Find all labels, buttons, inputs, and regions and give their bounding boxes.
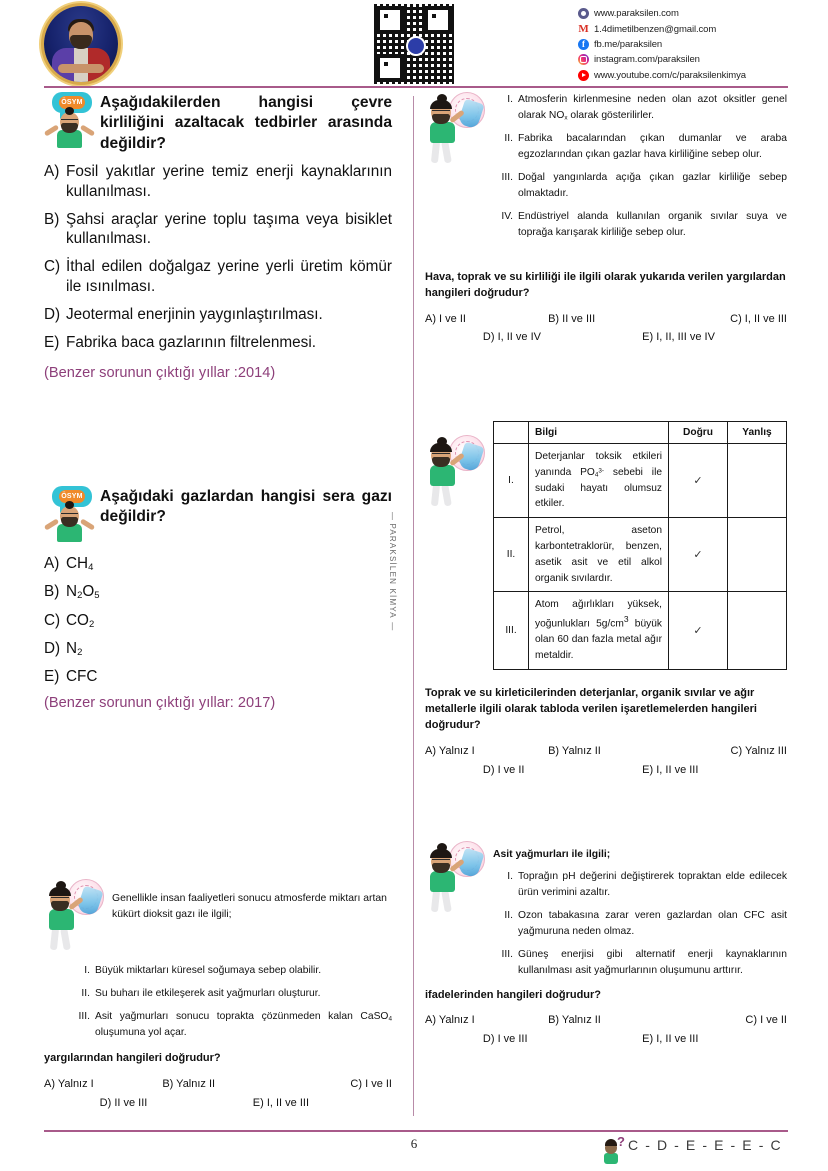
row-1-numeral: I.	[494, 443, 529, 517]
question-2-stem: Aşağıdaki gazlardan hangisi sera gazı değildir?	[100, 487, 392, 526]
option-d-text: Jeotermal enerjinin yaygınlaştırılması.	[66, 306, 323, 324]
row-1-yanlis-check[interactable]	[728, 443, 787, 517]
statement-ii-text: Fabrika bacalarından çıkan dumanlar ve araba egzozlarından çıkan gazlar hava kirliliğine sebep olur.	[518, 132, 787, 160]
question-2-option-d[interactable]	[44, 639, 392, 659]
answer-key: C - D - E - E - E - C	[628, 1137, 783, 1153]
option-b-formula: $N_2O_5$	[66, 583, 100, 602]
table-row	[494, 443, 787, 517]
statement-iii-text: Asit yağmurları sonucu toprakta çözünmeden kalan CaSO$_4$ oluşumuna yol açar.	[95, 1011, 392, 1039]
right-column	[425, 92, 787, 1049]
statement-i	[70, 963, 392, 979]
paraksilen-logo	[44, 6, 118, 82]
answer-row-2	[425, 1030, 787, 1049]
row-2-info: Petrol, aseton karbontetraklorür, benzen, asetik asit ve etil alkol organik sıvılardır.	[529, 518, 669, 592]
scientist-avatar-icon	[425, 841, 487, 917]
row-1-info: Deterjanlar toksik etkileri yanında $PO_4^{3-}$ sebebi ile sudaki hayatı olumsuz etkiler.	[529, 443, 669, 517]
question-4	[425, 92, 787, 347]
answer-e[interactable]: E) I, II, III ve IV	[642, 331, 715, 344]
option-a-label: A)	[44, 162, 60, 180]
row-3-info: Atom ağırlıkları yüksek, yoğunlukları $5g/cm^3$ büyük olan 60 dan fazla metal ağır metaldir.	[529, 592, 669, 670]
statement-i-text: Atmosferin kirlenmesine neden olan azot oksitler genel olarak $NO_x$ olarak gösterilirler.	[518, 94, 787, 122]
avatar-torso	[49, 909, 74, 930]
page-footer	[0, 1134, 828, 1170]
avatar-hair-bun	[437, 437, 447, 446]
question-5	[425, 421, 787, 779]
statement-iii-numeral: III.	[501, 948, 513, 960]
osym-badge: ÖSYM	[59, 96, 85, 109]
statement-iii	[493, 170, 787, 202]
qr-eye-top-right	[424, 6, 452, 34]
contact-youtube[interactable]	[578, 68, 826, 83]
statement-i-numeral: I.	[507, 870, 513, 882]
avatar-hair	[65, 107, 74, 115]
option-b-label: B)	[44, 210, 60, 228]
question-4-ask: Hava, toprak ve su kirliliği ile ilgili olarak yukarıda verilen yargılardan hangileri doğrudur?	[425, 270, 786, 299]
contact-facebook[interactable]	[578, 37, 826, 52]
option-d-label: D)	[44, 640, 61, 658]
answer-b[interactable]: B) II ve III	[548, 312, 596, 325]
statement-ii	[70, 986, 392, 1002]
osym-badge: ÖSYM	[59, 490, 85, 503]
question-6-answers	[425, 1011, 787, 1048]
question-1	[44, 92, 392, 381]
answer-row-1	[425, 742, 787, 761]
contact-instagram-label: instagram.com/paraksilen	[594, 54, 700, 66]
youtube-icon	[578, 70, 589, 81]
question-6	[425, 841, 787, 1049]
question-1-option-d[interactable]	[44, 305, 392, 325]
question-6-body	[493, 841, 787, 985]
page-header	[0, 0, 828, 86]
option-e-formula: CFC	[66, 668, 98, 686]
statement-ii	[493, 908, 787, 940]
gmail-icon: M	[578, 22, 589, 35]
info-table-head	[494, 421, 787, 443]
option-d-formula: $N_2$	[66, 640, 83, 659]
table-row	[494, 592, 787, 670]
avatar-leg-right	[441, 483, 452, 506]
statement-iii	[493, 947, 787, 979]
question-1-option-b[interactable]	[44, 210, 392, 250]
option-c-text: İthal edilen doğalgaz yerine yerli üretim kömür ile ısınılması.	[66, 258, 392, 296]
statement-ii-numeral: II.	[81, 988, 90, 1000]
statement-ii-numeral: II.	[504, 909, 513, 921]
table-row	[494, 518, 787, 592]
question-4-header	[425, 92, 787, 248]
statement-ii-text: Su buharı ile etkileşerek asit yağmurları oluşturur.	[95, 988, 321, 1000]
answer-a[interactable]: A) I ve II	[425, 312, 466, 325]
statement-iii-text: Doğal yangınlarda açığa çıkan gazlar kirliliğe sebep olmaktadır.	[518, 171, 787, 199]
contact-youtube-label: www.youtube.com/c/paraksilenkimya	[594, 69, 746, 81]
contact-email[interactable]	[578, 21, 826, 36]
statement-i-numeral: I.	[507, 94, 513, 105]
question-3-ask: yargılarından hangileri doğrudur?	[44, 1052, 221, 1065]
answer-spacer	[425, 1030, 483, 1049]
header-yanlis: Yanlış	[728, 421, 787, 443]
question-4-statements	[493, 92, 787, 248]
option-c-label: C)	[44, 611, 61, 629]
question-2-year-note: (Benzer sorunun çıktığı yıllar: 2017)	[44, 695, 276, 712]
statement-iii-numeral: III.	[78, 1011, 90, 1023]
avatar-leg-left	[431, 484, 440, 507]
answer-d[interactable]: D) I, II ve IV	[482, 331, 541, 344]
answer-d[interactable]: D) II ve III	[99, 1096, 148, 1109]
statement-iv-text: Endüstriyel alanda kullanılan organik sıvılar suya ve toprağa karışarak kirliliğe sebep olur.	[518, 210, 787, 238]
question-3	[44, 879, 392, 1112]
option-d-label: D)	[44, 306, 61, 324]
contact-facebook-label: fb.me/paraksilen	[594, 38, 663, 50]
answer-row-2	[44, 1094, 392, 1113]
row-2-numeral: II.	[494, 518, 529, 592]
question-3-statements	[44, 963, 392, 1041]
avatar-leg-right	[441, 890, 452, 913]
web-icon	[578, 8, 589, 19]
scientist-avatar-icon	[425, 435, 487, 511]
qr-code-icon[interactable]	[374, 4, 454, 84]
avatar-hair-bun	[437, 94, 447, 103]
answer-e[interactable]: E) I, II ve III	[252, 1096, 310, 1109]
question-1-option-e[interactable]	[44, 333, 392, 353]
header-divider	[44, 86, 788, 88]
question-3-body	[112, 879, 392, 927]
answer-c[interactable]: C) I ve II	[745, 1014, 787, 1027]
answer-c[interactable]: C) I ve II	[350, 1078, 392, 1091]
question-2-option-e[interactable]	[44, 667, 392, 687]
question-3-answers	[44, 1075, 392, 1112]
question-1-year-note: (Benzer sorunun çıktığı yıllar :2014)	[44, 364, 276, 381]
answer-spacer	[425, 328, 483, 347]
question-6-ask: ifadelerinden hangileri doğrudur?	[425, 988, 602, 1001]
row-2-yanlis-check[interactable]	[728, 518, 787, 592]
question-1-stem: Aşağıdakilerden hangisi çevre kirliliğini azaltacak tedbirler arasında değildir?	[100, 94, 392, 152]
avatar-leg-right	[441, 141, 452, 164]
footer-avatar-hair	[605, 1139, 617, 1146]
avatar-torso	[430, 871, 455, 892]
answer-d[interactable]: D) I ve III	[482, 1033, 528, 1046]
answer-d[interactable]: D) I ve II	[482, 763, 525, 776]
avatar-leg-left	[50, 928, 59, 951]
avatar-leg-left	[431, 141, 440, 164]
header-bilgi: Bilgi	[529, 421, 669, 443]
statement-i	[493, 92, 787, 124]
footer-avatar-icon	[600, 1134, 628, 1164]
statement-i-text: Toprağın pH değerini değiştirerek topraktan elde edilecek ürün verimini azaltır.	[518, 870, 787, 898]
row-3-numeral: III.	[494, 592, 529, 670]
statement-iii-numeral: III.	[501, 171, 513, 183]
question-6-header	[425, 841, 787, 985]
row-2-dogru-check[interactable]: ✓	[669, 518, 728, 592]
qr-center-avatar	[406, 36, 426, 56]
option-e-label: E)	[44, 668, 60, 686]
answer-row-1	[425, 1011, 787, 1030]
scientist-avatar-icon	[425, 92, 487, 168]
question-1-option-a[interactable]	[44, 162, 392, 202]
side-watermark: — PARAKSİLEN KİMYA —	[388, 512, 397, 631]
question-5-header	[425, 421, 787, 670]
question-5-answers	[425, 742, 787, 779]
statement-ii-numeral: II.	[504, 132, 513, 144]
scientist-avatar-icon	[44, 879, 106, 955]
header-dogru: Doğru	[669, 421, 728, 443]
info-table-body	[494, 443, 787, 669]
osym-avatar-icon	[44, 92, 96, 148]
statement-iv-numeral: IV.	[501, 210, 513, 222]
contact-email-label: 1.4dimetilbenzen@gmail.com	[594, 23, 717, 35]
statement-ii-text: Ozon tabakasına zarar veren gazlardan olan CFC asit yağmuruna neden olmaz.	[518, 909, 787, 937]
answer-b[interactable]: B) Yalnız II	[162, 1078, 216, 1091]
answer-a[interactable]: A) Yalnız I	[44, 1078, 94, 1091]
answer-e[interactable]: E) I, II ve III	[642, 763, 699, 776]
answer-c[interactable]: C) Yalnız III	[730, 744, 787, 757]
statement-ii	[493, 131, 787, 163]
statement-i-text: Büyük miktarları küresel soğumaya sebep olabilir.	[95, 965, 322, 977]
avatar-torso	[430, 122, 455, 143]
answer-c[interactable]: C) I, II ve III	[730, 312, 787, 325]
contact-website[interactable]	[578, 6, 826, 21]
option-b-label: B)	[44, 583, 60, 601]
option-e-label: E)	[44, 333, 60, 351]
answer-row-1	[425, 310, 787, 329]
answer-a[interactable]: A) Yalnız I	[425, 1014, 475, 1027]
qr-eye-top-left	[376, 6, 404, 34]
answer-b[interactable]: B) Yalnız II	[548, 1014, 601, 1027]
left-column	[44, 92, 392, 1112]
question-2-option-a[interactable]	[44, 554, 392, 574]
option-a-formula: $CH_4$	[66, 554, 94, 573]
statement-i	[493, 869, 787, 901]
answer-a[interactable]: A) Yalnız I	[425, 744, 475, 757]
side-watermark-label: PARAKSİLEN KİMYA	[388, 523, 397, 619]
question-1-header	[44, 92, 392, 154]
answer-row-2	[425, 328, 787, 347]
instagram-icon	[578, 54, 589, 65]
answer-e[interactable]: E) I, II ve III	[642, 1033, 699, 1046]
answer-row-1	[44, 1075, 392, 1094]
osym-avatar-icon	[44, 486, 96, 542]
question-mark-icon: ?	[617, 1134, 625, 1149]
question-3-intro: Genellikle insan faaliyetleri sonucu atmosferde miktarı artan kükürt dioksit gazı ile ilgili;	[112, 893, 387, 920]
question-1-option-c[interactable]	[44, 257, 392, 297]
avatar-right-arm	[80, 518, 95, 530]
avatar-leg-right	[60, 928, 71, 951]
contact-list	[578, 6, 826, 83]
option-b-text: Şahsi araçlar yerine toplu taşıma veya bisiklet kullanılması.	[66, 210, 392, 248]
footer-avatar-body	[604, 1153, 618, 1164]
statement-iii-text: Güneş enerjisi gibi alternatif enerji kaynaklarının kullanılması asit yağmurlarının oluşumunu arttırır.	[518, 948, 787, 976]
question-6-intro: Asit yağmurları ile ilgili;	[493, 849, 611, 861]
statement-iv	[493, 209, 787, 241]
answer-row-2	[425, 761, 787, 780]
avatar-leg-left	[431, 890, 440, 913]
option-a-text: Fosil yakıtlar yerine temiz enerji kaynaklarının kullanılması.	[66, 162, 392, 200]
option-c-formula: $CO_2$	[66, 611, 95, 630]
avatar-right-arm	[80, 124, 95, 136]
answer-spacer	[425, 761, 483, 780]
contact-instagram[interactable]	[578, 52, 826, 67]
question-2-header	[44, 486, 392, 542]
option-e-text: Fabrika baca gazlarının filtrelenmesi.	[66, 333, 316, 351]
row-3-dogru-check[interactable]: ✓	[669, 592, 728, 670]
row-1-dogru-check[interactable]: ✓	[669, 443, 728, 517]
footer-divider	[44, 1130, 788, 1132]
page-body	[0, 92, 828, 1122]
option-c-label: C)	[44, 258, 61, 276]
question-3-header	[44, 879, 392, 955]
page-number: 6	[410, 1136, 418, 1151]
table-header-row	[494, 421, 787, 443]
avatar-torso	[430, 465, 455, 486]
contact-website-label: www.paraksilen.com	[594, 8, 679, 20]
statement-i-numeral: I.	[84, 965, 90, 977]
answer-b[interactable]: B) Yalnız II	[548, 744, 601, 757]
question-2-option-c[interactable]	[44, 611, 392, 631]
question-2	[44, 486, 392, 712]
option-a-label: A)	[44, 554, 60, 572]
avatar-hair	[65, 501, 74, 509]
column-divider	[413, 96, 414, 1116]
row-3-yanlis-check[interactable]	[728, 592, 787, 670]
question-5-ask: Toprak ve su kirleticilerinden deterjanlar, organik sıvılar ve ağır metallerle ilgili olarak tabloda verilen işaretlemelerden hangileri doğrudur?	[425, 687, 757, 731]
logo-arms	[58, 64, 104, 73]
question-4-answers	[425, 310, 787, 347]
qr-eye-bottom-left	[376, 54, 404, 82]
info-table	[493, 421, 787, 670]
statement-iii	[70, 1009, 392, 1041]
question-2-option-b[interactable]	[44, 582, 392, 602]
answer-spacer	[44, 1094, 100, 1113]
facebook-icon: f	[578, 39, 589, 50]
logo-beard	[70, 35, 92, 49]
header-numeral	[494, 421, 529, 443]
